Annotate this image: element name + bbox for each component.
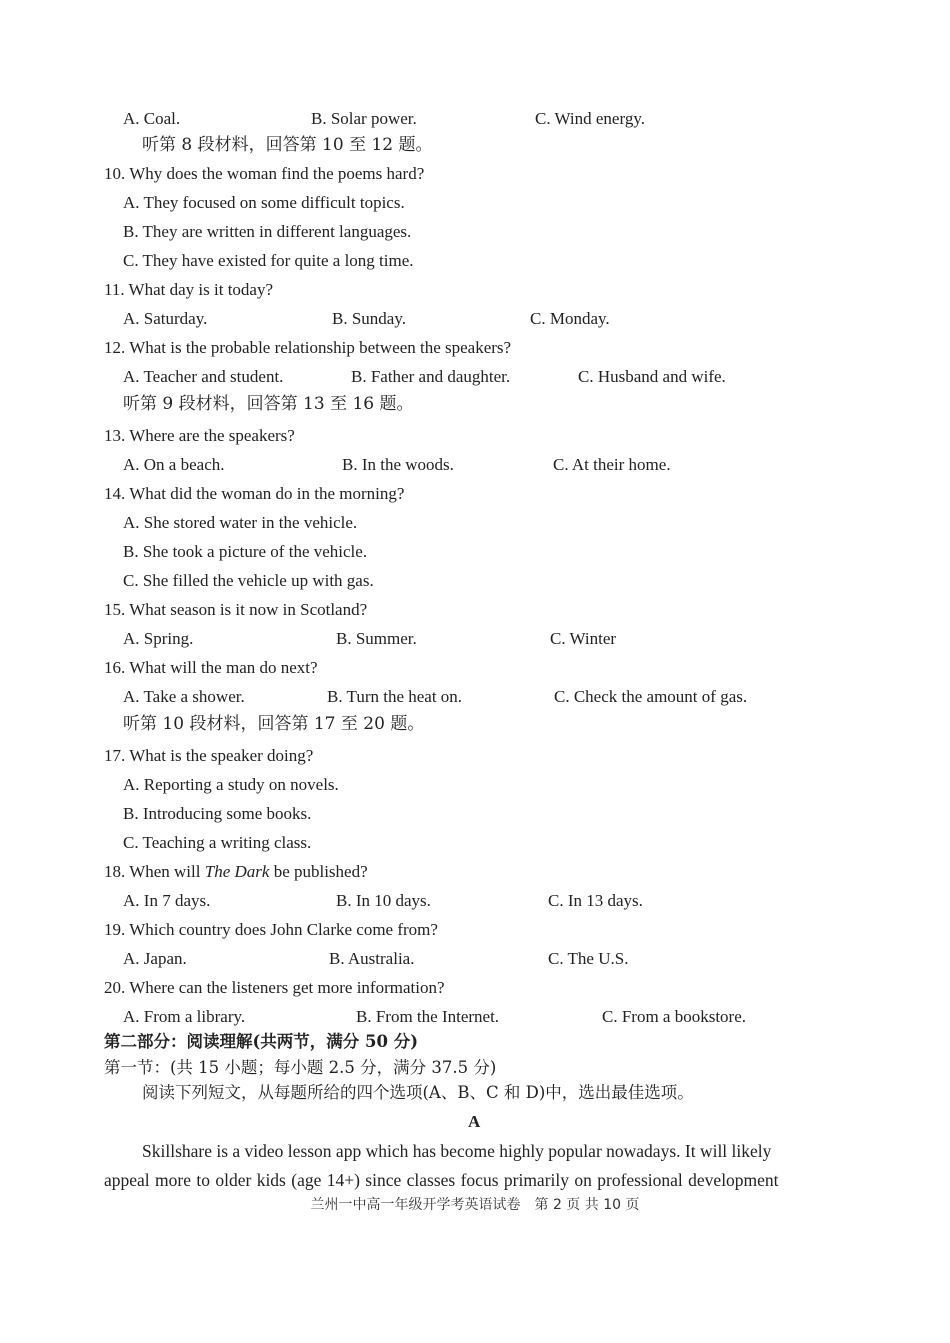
option-a: A. Teacher and student. <box>123 367 284 386</box>
question-18-suffix: be published? <box>269 862 368 881</box>
option-c: C. Monday. <box>530 309 610 328</box>
question-10-option-a: A. They focused on some difficult topics. <box>123 193 405 212</box>
option-c: C. Husband and wife. <box>578 367 726 386</box>
section-one-heading: 第一节：(共 15 小题；每小题 2.5 分，满分 37.5 分) <box>104 1058 497 1077</box>
question-13: 13. Where are the speakers? <box>104 426 295 445</box>
option-c: C. Winter <box>550 629 617 648</box>
question-16: 16. What will the man do next? <box>104 658 318 677</box>
question-10-option-c: C. They have existed for quite a long time. <box>123 251 414 270</box>
option-a: A. Take a shower. <box>123 687 245 706</box>
option-b: B. Sunday. <box>332 309 406 328</box>
question-17-option-c: C. Teaching a writing class. <box>123 833 312 852</box>
option-b: B. From the Internet. <box>356 1007 500 1026</box>
option-c: C. At their home. <box>553 455 671 474</box>
option-c: C. In 13 days. <box>548 891 643 910</box>
option-c: C. Check the amount of gas. <box>554 687 748 706</box>
option-c: C. From a bookstore. <box>602 1007 747 1026</box>
option-b: B. Summer. <box>336 629 417 648</box>
page-footer: 兰州一中高一年级开学考英语试卷 第 2 页 共 10 页 <box>310 1197 640 1213</box>
question-14: 14. What did the woman do in the morning? <box>104 484 405 503</box>
question-12: 12. What is the probable relationship between the speakers? <box>104 338 512 357</box>
part-two-heading: 第二部分：阅读理解(共两节，满分 50 分) <box>104 1032 419 1051</box>
section-instruction-9: 听第 9 段材料，回答第 13 至 16 题。 <box>123 394 414 414</box>
question-15: 15. What season is it now in Scotland? <box>104 600 368 619</box>
question-10: 10. Why does the woman find the poems hard? <box>104 164 425 183</box>
option-a: A. Coal. <box>123 109 181 128</box>
question-14-option-a: A. She stored water in the vehicle. <box>123 513 358 532</box>
question-11: 11. What day is it today? <box>104 280 274 299</box>
question-14-option-c: C. She filled the vehicle up with gas. <box>123 571 374 590</box>
option-a: A. Japan. <box>123 949 187 968</box>
section-instruction-8: 听第 8 段材料，回答第 10 至 12 题。 <box>142 135 433 155</box>
option-a: A. Spring. <box>123 629 194 648</box>
question-14-option-b: B. She took a picture of the vehicle. <box>123 542 368 561</box>
option-b: B. In 10 days. <box>336 891 431 910</box>
question-20: 20. Where can the listeners get more information? <box>104 978 445 997</box>
passage-text-line-2: appeal more to older kids (age 14+) since classes focus primarily on professional development <box>104 1170 779 1190</box>
option-c: C. Wind energy. <box>535 109 645 128</box>
passage-text-line-1: Skillshare is a video lesson app which has become highly popular nowadays. It will likely <box>142 1141 772 1161</box>
question-17-option-b: B. Introducing some books. <box>123 804 312 823</box>
option-b: B. Australia. <box>329 949 415 968</box>
question-17: 17. What is the speaker doing? <box>104 746 314 765</box>
section-instruction-10: 听第 10 段材料，回答第 17 至 20 题。 <box>123 714 425 734</box>
option-b: B. Father and daughter. <box>351 367 511 386</box>
option-a: A. Saturday. <box>123 309 208 328</box>
reading-instruction: 阅读下列短文，从每题所给的四个选项(A、B、C 和 D)中，选出最佳选项。 <box>142 1083 694 1102</box>
option-b: B. In the woods. <box>342 455 454 474</box>
option-a: A. From a library. <box>123 1007 246 1026</box>
option-a: A. On a beach. <box>123 455 225 474</box>
option-a: A. In 7 days. <box>123 891 211 910</box>
question-10-option-b: B. They are written in different languages. <box>123 222 412 241</box>
question-17-option-a: A. Reporting a study on novels. <box>123 775 339 794</box>
option-c: C. The U.S. <box>548 949 629 968</box>
option-b: B. Turn the heat on. <box>327 687 463 706</box>
question-18-prefix: 18. When will <box>104 862 205 881</box>
question-19: 19. Which country does John Clarke come from? <box>104 920 438 939</box>
question-18 <box>104 861 368 883</box>
book-title: The Dark <box>204 862 270 881</box>
option-b: B. Solar power. <box>311 109 417 128</box>
passage-label: A <box>468 1112 481 1131</box>
